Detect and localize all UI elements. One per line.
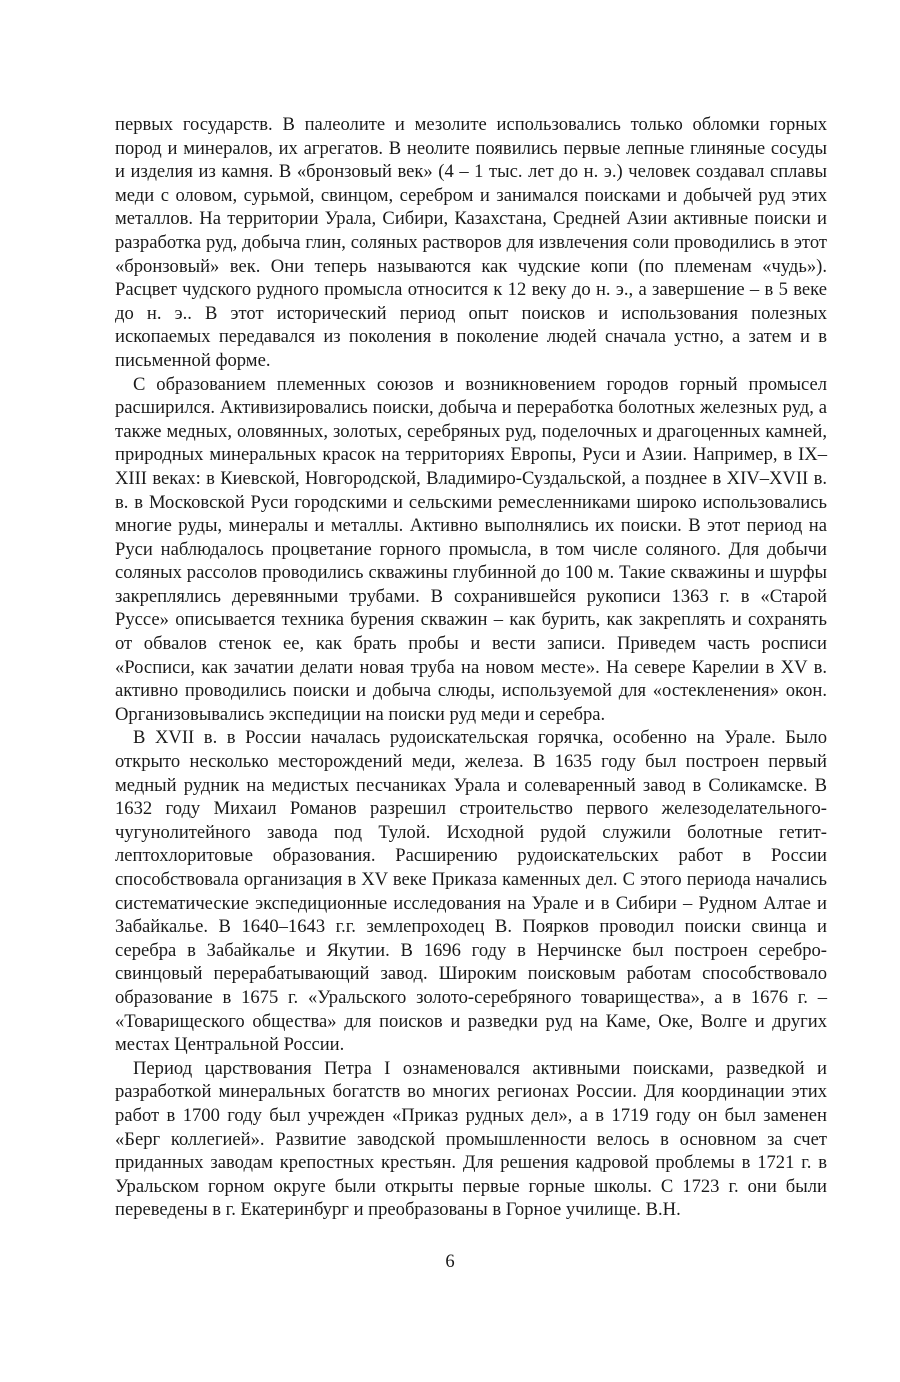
paragraph-4: Период царствования Петра I ознаменовался активными поисками, разведкой и разработкой минеральных богатств во многих регионах России. Для координации этих работ в 1700 году был учрежден «Приказ рудных дел», а в 1719 году он был заменен «Берг коллегией». Развитие заводской промышленности велось в основном за счет приданных заводам крепостных крестьян. Для решения кадровой проблемы в 1721 г. в Уральском горном округе были открыты первые горные школы. С 1723 г. они были переведены в г. Екатеринбург и преобразованы в Горное училище. В.Н. [115,1057,827,1221]
page-number: 6 [445,1251,455,1272]
paragraph-1: первых государств. В палеолите и мезолите использовались только обломки горных пород и минералов, их агрегатов. В неолите появились первые лепные глиняные сосуды и изделия из камня. В «бронзовый век» (4 – 1 тыс. лет до н. э.) человек создавал сплавы меди с оловом, сурьмой, свинцом, серебром и занимался поисками и добычей руд этих металлов. На территории Урала, Сибири, Казахстана, Средней Азии активные поиски и разработка руд, добыча глин, соляных растворов для извлечения соли проводились в этот «бронзовый» век. Они теперь называются как чудские копи (по племенам «чудь»). Расцвет чудского рудного промысла относится к 12 веку до н. э., а завершение – в 5 веке до н. э.. В этот исторический период опыт поисков и использования полезных ископаемых передавался из поколения в поколение людей сначала устно, а затем и в письменной форме. [115,114,827,371]
paragraph-3: В XVII в. в России началась рудоискательская горячка, особенно на Урале. Было открыто несколько месторождений меди, железа. В 1635 году был построен первый медный рудник на медистых песчаниках Урала и солеваренный завод в Соликамске. В 1632 году Михаил Романов разрешил строительство первого железоделательного-чугунолитейного завода под Тулой. Исходной рудой служили болотные гетит-лептохлоритовые образования. Расширению рудоискательских работ в России способствовала организация в XV веке Приказа каменных дел. С этого периода начались систематические экспедиционные исследования на Урале и в Сибири – Рудном Алтае и Забайкалье. В 1640–1643 г.г. землепроходец В. Поярков проводил поиски свинца и серебра в Забайкалье и Якутии. В 1696 году в Нерчинске был построен серебро-свинцовый перерабатывающий завод. Широким поисковым работам способствовало образование в 1675 г. «Уральского золото-серебряного товарищества», а в 1676 г. – «Товарищеского общества» для поисков и разведки руд на Каме, Оке, Волге и других местах Центральной России. [115,727,827,1056]
paragraph-2: С образованием племенных союзов и возникновением городов горный промысел расширился. Активизировались поиски, добыча и переработка болотных железных руд, а также медных, оловянных, золотых, серебряных руд, поделочных и драгоценных камней, природных минеральных красок на территориях Европы, Руси и Азии. Например, в IX– XIII веках: в Киевской, Новгородской, Владимиро-Суздальской, а позднее в XIV–XVII в. в. в Московской Руси городскими и сельскими ремесленниками широко использовались многие руды, минералы и металлы. Активно выполнялись их поиски. В этот период на Руси наблюдалось процветание горного промысла, в том числе соляного. Для добычи соляных рассолов проводились скважины глубинной до 100 м. Такие скважины и шурфы закреплялись деревянными трубами. В сохранившейся рукописи 1363 г. в «Старой Руссе» описывается техника бурения скважин – как бурить, как закреплять и сохранять от обвалов стенок ее, как брать пробы и вести записи. Приведем часть росписи «Росписи, как зачатии делати новая труба на новом месте». На севере Карелии в XV в. активно проводились поиски и добыча слюды, используемой для «остекленения» окон. Организовывались экспедиции на поиски руд меди и серебра. [115,373,827,725]
body-text [115,113,827,1222]
